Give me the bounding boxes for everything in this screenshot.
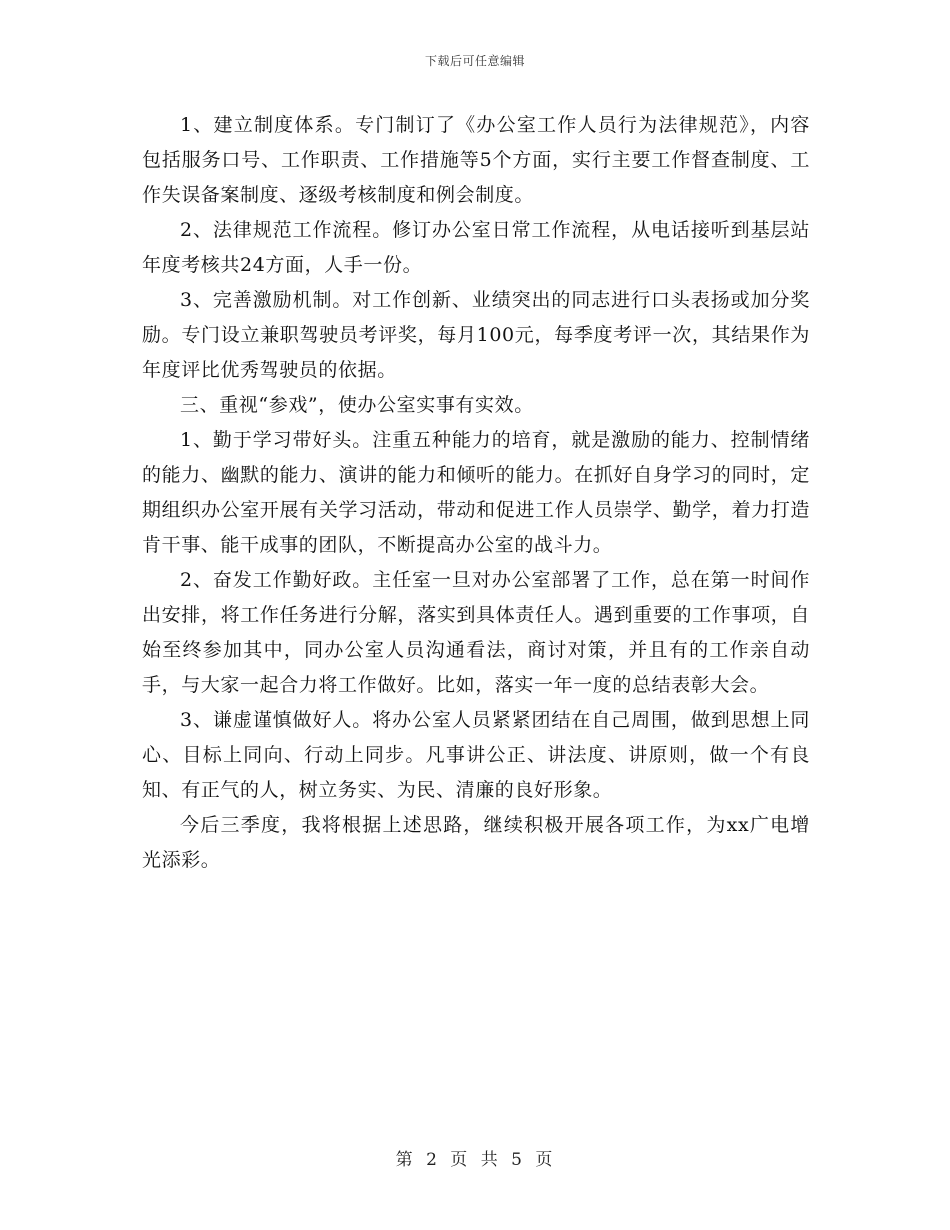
paragraph: 3、完善激励机制。对工作创新、业绩突出的同志进行口头表扬或加分奖励。专门设立兼职驾驶员考评奖，每月100元，每季度考评一次，其结果作为年度评比优秀驾驶员的依据。 [142,289,810,381]
paragraph: 2、奋发工作勤好政。主任室一旦对办公室部署了工作，总在第一时间作出安排，将工作任务进行分解，落实到具体责任人。遇到重要的工作事项，自始至终参加其中，同办公室人员沟通看法，商讨对策，并且有的工作亲自动手，与大家一起合力将工作做好。比如，落实一年一度的总结表彰大会。 [142,569,810,696]
paragraph: 2、法律规范工作流程。修订办公室日常工作流程，从电话接听到基层站年度考核共24方面，人手一份。 [142,219,810,276]
paragraph: 今后三季度，我将根据上述思路，继续积极开展各项工作，为xx广电增光添彩。 [142,814,810,871]
page-header: 下载后可任意编辑 [424,54,525,68]
page-number: 第 2 页 共 5 页 [395,1150,555,1170]
paragraph: 1、勤于学习带好头。注重五种能力的培育，就是激励的能力、控制情绪的能力、幽默的能力、演讲的能力和倾听的能力。在抓好自身学习的同时，定期组织办公室开展有关学习活动，带动和促进工作人员崇学、勤学，着力打造肯干事、能干成事的团队，不断提高办公室的战斗力。 [142,429,810,556]
paragraph: 1、建立制度体系。专门制订了《办公室工作人员行为法律规范》，内容包括服务口号、工作职责、工作措施等5个方面，实行主要工作督查制度、工作失误备案制度、逐级考核制度和例会制度。 [142,114,810,206]
section-heading: 三、重视“参戏”，使办公室实事有实效。 [180,394,534,416]
document-body [142,108,810,878]
paragraph: 3、谦虚谨慎做好人。将办公室人员紧紧团结在自己周围，做到思想上同心、目标上同向、行动上同步。凡事讲公正、讲法度、讲原则，做一个有良知、有正气的人，树立务实、为民、清廉的良好形象。 [142,709,810,801]
